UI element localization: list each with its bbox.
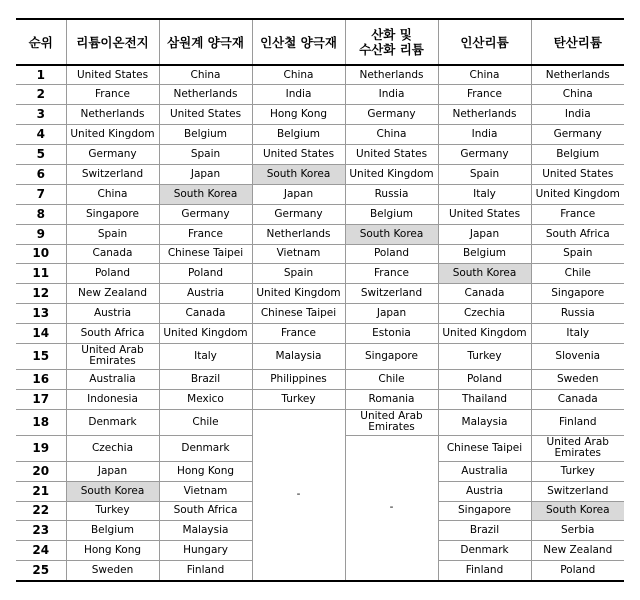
rank-cell: 4 — [16, 125, 66, 145]
table-row — [16, 264, 624, 284]
country-cell: Czechia — [66, 435, 159, 461]
country-cell: Canada — [438, 284, 531, 304]
country-cell: United Kingdom — [159, 324, 252, 344]
country-cell: Poland — [66, 264, 159, 284]
country-cell: Hong Kong — [252, 105, 345, 125]
country-cell: Denmark — [438, 541, 531, 561]
rank-cell: 18 — [16, 409, 66, 435]
country-cell: India — [438, 125, 531, 145]
table-row — [16, 145, 624, 165]
table-row — [16, 284, 624, 304]
country-cell: Switzerland — [345, 284, 438, 304]
country-cell: Malaysia — [159, 521, 252, 541]
rank-cell: 20 — [16, 461, 66, 481]
country-cell: Japan — [159, 164, 252, 184]
country-cell: Singapore — [438, 501, 531, 521]
table-row — [16, 125, 624, 145]
table-row — [16, 343, 624, 369]
country-cell: Russia — [531, 304, 624, 324]
header-lithium-phosphate: 인산리튬 — [438, 19, 531, 65]
table-body — [16, 65, 624, 581]
country-cell: Sweden — [66, 561, 159, 581]
country-cell: Poland — [438, 369, 531, 389]
empty-merged-cell: - — [345, 435, 438, 580]
country-cell: Finland — [531, 409, 624, 435]
country-cell: Netherlands — [531, 65, 624, 85]
country-cell: South Korea — [159, 184, 252, 204]
country-cell: Netherlands — [159, 85, 252, 105]
country-cell: United Arab Emirates — [345, 409, 438, 435]
country-cell: Belgium — [66, 521, 159, 541]
country-cell: Turkey — [66, 501, 159, 521]
country-cell: Turkey — [438, 343, 531, 369]
country-cell: South Korea — [252, 164, 345, 184]
country-cell: Italy — [159, 343, 252, 369]
country-cell: Belgium — [159, 125, 252, 145]
country-cell: Finland — [438, 561, 531, 581]
country-cell: Chinese Taipei — [438, 435, 531, 461]
country-cell: India — [531, 105, 624, 125]
rank-cell: 19 — [16, 435, 66, 461]
country-cell: Malaysia — [252, 343, 345, 369]
country-cell: Brazil — [438, 521, 531, 541]
ranking-table — [16, 18, 624, 582]
country-cell: Japan — [438, 224, 531, 244]
country-cell: Belgium — [252, 125, 345, 145]
country-cell: South Korea — [438, 264, 531, 284]
country-cell: United Kingdom — [345, 164, 438, 184]
country-cell: Turkey — [252, 389, 345, 409]
country-cell: Denmark — [66, 409, 159, 435]
country-cell: Japan — [345, 304, 438, 324]
country-cell: China — [159, 65, 252, 85]
country-cell: France — [252, 324, 345, 344]
rank-cell: 3 — [16, 105, 66, 125]
country-cell: Estonia — [345, 324, 438, 344]
country-cell: China — [345, 125, 438, 145]
country-cell: Czechia — [438, 304, 531, 324]
country-cell: Germany — [159, 204, 252, 224]
country-cell: Slovenia — [531, 343, 624, 369]
country-cell: New Zealand — [531, 541, 624, 561]
table-row — [16, 65, 624, 85]
country-cell: China — [66, 184, 159, 204]
rank-cell: 15 — [16, 343, 66, 369]
country-cell: United States — [252, 145, 345, 165]
country-cell: Hong Kong — [159, 461, 252, 481]
country-cell: Finland — [159, 561, 252, 581]
country-cell: United Kingdom — [438, 324, 531, 344]
rank-cell: 12 — [16, 284, 66, 304]
country-cell: Mexico — [159, 389, 252, 409]
country-cell: Japan — [66, 461, 159, 481]
country-cell: France — [345, 264, 438, 284]
country-cell: Netherlands — [345, 65, 438, 85]
country-cell: Germany — [438, 145, 531, 165]
rank-cell: 22 — [16, 501, 66, 521]
header-ncm-cathode: 삼원계 양극재 — [159, 19, 252, 65]
country-cell: Brazil — [159, 369, 252, 389]
header-row — [16, 19, 624, 65]
country-cell: Chile — [345, 369, 438, 389]
country-cell: South Africa — [66, 324, 159, 344]
country-cell: United Kingdom — [531, 184, 624, 204]
table-row — [16, 409, 624, 435]
rank-cell: 11 — [16, 264, 66, 284]
country-cell: Austria — [159, 284, 252, 304]
country-cell: Turkey — [531, 461, 624, 481]
rank-cell: 1 — [16, 65, 66, 85]
country-cell: France — [438, 85, 531, 105]
rank-cell: 7 — [16, 184, 66, 204]
rank-cell: 2 — [16, 85, 66, 105]
country-cell: China — [531, 85, 624, 105]
country-cell: Serbia — [531, 521, 624, 541]
country-cell: United Kingdom — [252, 284, 345, 304]
country-cell: Singapore — [531, 284, 624, 304]
country-cell: Germany — [252, 204, 345, 224]
country-cell: United Arab Emirates — [531, 435, 624, 461]
rank-cell: 23 — [16, 521, 66, 541]
country-cell: Switzerland — [531, 481, 624, 501]
table-row — [16, 304, 624, 324]
table-row — [16, 85, 624, 105]
country-cell: India — [252, 85, 345, 105]
rank-cell: 10 — [16, 244, 66, 264]
rank-cell: 13 — [16, 304, 66, 324]
country-cell: United States — [531, 164, 624, 184]
header-rank: 순위 — [16, 19, 66, 65]
country-cell: Hong Kong — [66, 541, 159, 561]
country-cell: Netherlands — [66, 105, 159, 125]
country-cell: Canada — [66, 244, 159, 264]
rank-cell: 24 — [16, 541, 66, 561]
table-row — [16, 204, 624, 224]
country-cell: Romania — [345, 389, 438, 409]
table-row — [16, 369, 624, 389]
country-cell: New Zealand — [66, 284, 159, 304]
rank-cell: 5 — [16, 145, 66, 165]
table-row — [16, 324, 624, 344]
header-lfp-cathode: 인산철 양극재 — [252, 19, 345, 65]
country-cell: Austria — [438, 481, 531, 501]
country-cell: India — [345, 85, 438, 105]
header-lithium-carbonate: 탄산리튬 — [531, 19, 624, 65]
country-cell: Poland — [159, 264, 252, 284]
country-cell: Poland — [345, 244, 438, 264]
country-cell: Austria — [66, 304, 159, 324]
country-cell: Vietnam — [252, 244, 345, 264]
country-cell: United States — [345, 145, 438, 165]
country-cell: Japan — [252, 184, 345, 204]
country-cell: Netherlands — [252, 224, 345, 244]
rank-cell: 21 — [16, 481, 66, 501]
country-cell: Belgium — [438, 244, 531, 264]
country-cell: South Africa — [531, 224, 624, 244]
country-cell: Italy — [531, 324, 624, 344]
country-cell: United Kingdom — [66, 125, 159, 145]
rank-cell: 17 — [16, 389, 66, 409]
country-cell: Hungary — [159, 541, 252, 561]
country-cell: Belgium — [531, 145, 624, 165]
country-cell: United States — [159, 105, 252, 125]
country-cell: China — [252, 65, 345, 85]
rank-cell: 6 — [16, 164, 66, 184]
country-cell: France — [66, 85, 159, 105]
country-cell: Chile — [159, 409, 252, 435]
country-cell: South Korea — [66, 481, 159, 501]
country-cell: Spain — [66, 224, 159, 244]
table-row — [16, 389, 624, 409]
country-cell: Russia — [345, 184, 438, 204]
country-cell: Netherlands — [438, 105, 531, 125]
country-cell: Australia — [438, 461, 531, 481]
table-row — [16, 224, 624, 244]
country-cell: Malaysia — [438, 409, 531, 435]
country-cell: South Korea — [345, 224, 438, 244]
country-cell: Chinese Taipei — [159, 244, 252, 264]
table-row — [16, 184, 624, 204]
rank-cell: 16 — [16, 369, 66, 389]
country-cell: Spain — [252, 264, 345, 284]
country-cell: Germany — [531, 125, 624, 145]
header-lithium-ion-battery: 리튬이온전지 — [66, 19, 159, 65]
country-cell: Vietnam — [159, 481, 252, 501]
country-cell: France — [159, 224, 252, 244]
country-cell: Poland — [531, 561, 624, 581]
country-cell: Canada — [531, 389, 624, 409]
country-cell: South Korea — [531, 501, 624, 521]
country-cell: France — [531, 204, 624, 224]
empty-merged-cell: - — [252, 409, 345, 580]
country-cell: Canada — [159, 304, 252, 324]
country-cell: Indonesia — [66, 389, 159, 409]
ranking-table-container — [16, 18, 624, 582]
rank-cell: 14 — [16, 324, 66, 344]
country-cell: Philippines — [252, 369, 345, 389]
country-cell: Australia — [66, 369, 159, 389]
country-cell: Singapore — [345, 343, 438, 369]
country-cell: Sweden — [531, 369, 624, 389]
rank-cell: 9 — [16, 224, 66, 244]
country-cell: Chile — [531, 264, 624, 284]
rank-cell: 8 — [16, 204, 66, 224]
country-cell: Belgium — [345, 204, 438, 224]
country-cell: Germany — [345, 105, 438, 125]
header-lithium-oxide-hydroxide: 산화 및 수산화 리튬 — [345, 19, 438, 65]
rank-cell: 25 — [16, 561, 66, 581]
country-cell: Switzerland — [66, 164, 159, 184]
country-cell: Thailand — [438, 389, 531, 409]
table-row — [16, 164, 624, 184]
country-cell: China — [438, 65, 531, 85]
country-cell: Chinese Taipei — [252, 304, 345, 324]
table-row — [16, 244, 624, 264]
country-cell: Italy — [438, 184, 531, 204]
country-cell: Spain — [531, 244, 624, 264]
country-cell: Denmark — [159, 435, 252, 461]
country-cell: Germany — [66, 145, 159, 165]
country-cell: Singapore — [66, 204, 159, 224]
country-cell: United Arab Emirates — [66, 343, 159, 369]
country-cell: South Africa — [159, 501, 252, 521]
country-cell: United States — [438, 204, 531, 224]
country-cell: United States — [66, 65, 159, 85]
country-cell: Spain — [159, 145, 252, 165]
table-row — [16, 105, 624, 125]
country-cell: Spain — [438, 164, 531, 184]
